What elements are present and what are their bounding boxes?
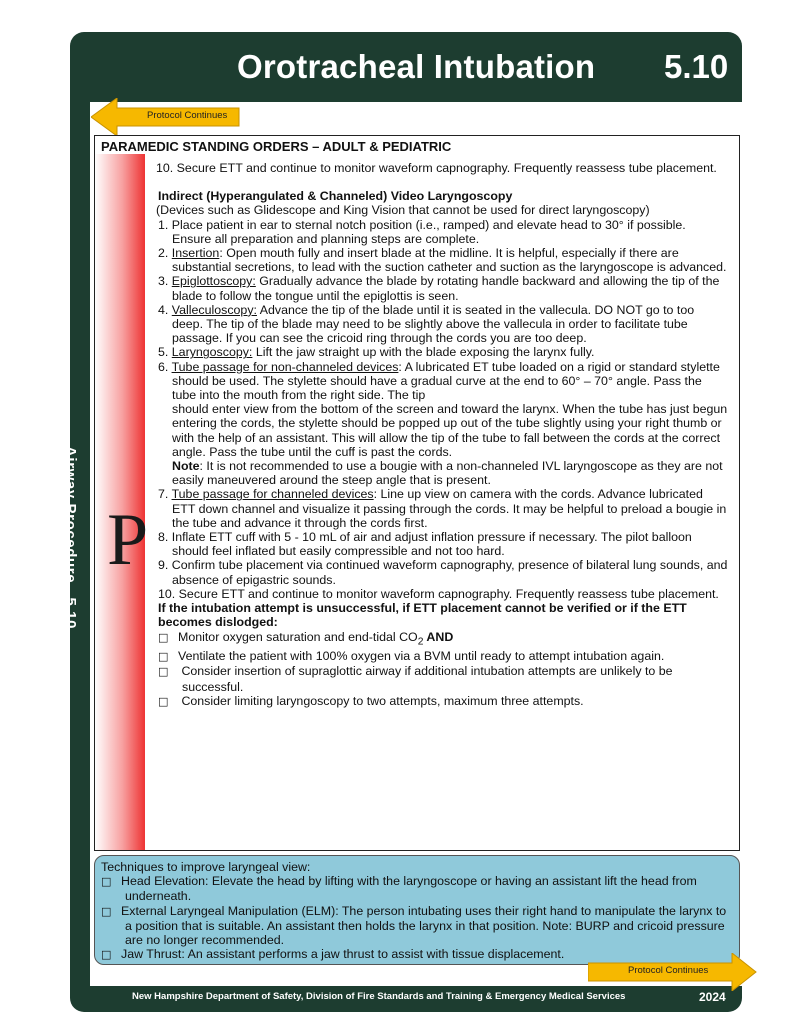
checkbox-icon: □	[101, 875, 112, 889]
checkbox-icon: □	[158, 650, 169, 664]
step-6-continued: should enter view from the bottom of the screen and toward the larynx. When the tube has just begun entering the cords, the stylette should be popped up out of the tube slightly using your right thumb or with the help of an assistant. This will allow the tip of the tube to fall between the cords at the correct angle. Pass the tube until the cuff is past the cords.	[172, 402, 728, 459]
checklist-item-limit-attempts: □ Consider limiting laryngoscopy to two attempts, maximum three attempts.	[158, 693, 584, 708]
unsuccessful-attempt-heading: If the intubation attempt is unsuccessful, if ETT placement cannot be verified or if the ETT becomes dislodged:	[158, 601, 687, 630]
footer-agency: New Hampshire Department of Safety, Division of Fire Standards and Training & Emergency Medical Services	[132, 991, 626, 1002]
checkbox-icon: □	[158, 630, 169, 644]
step-5: 5. Laryngoscopy: Lift the jaw straight up with the blade exposing the larynx fully.	[158, 345, 595, 360]
checkbox-icon: □	[101, 904, 112, 918]
protocol-continues-bottom-label: Protocol Continues	[628, 965, 709, 976]
step-6: 6. Tube passage for non-channeled devices: A lubricated ET tube loaded on a rigid or standard stylette should be used. The stylette should have a gradual curve at the end to 60° – 70° angle. Pass the tube into the mouth from the right side. The tip	[158, 359, 720, 403]
checklist-item-monitor: □ Monitor oxygen saturation and end-tidal $CO_2$ AND	[158, 629, 454, 647]
orders-content	[158, 161, 728, 709]
paramedic-marker: P	[107, 499, 149, 581]
step-2: 2. Insertion: Open mouth fully and insert blade at the midline. It is helpful, especially if there are substantial secretions, to lead with the suction catheter and suction as the laryngoscope is advanced.	[158, 246, 727, 275]
step-10-top: 10. Secure ETT and continue to monitor waveform capnography. Frequently reassess tube placement.	[156, 161, 717, 175]
step-7: 7. Tube passage for channeled devices: Line up view on camera with the cords. Advance lubricated ETT down channel and visualize it passing through the cords. It may be helpful to preload a bougie in the tube and advance it through the cords first.	[158, 487, 727, 530]
checklist-item-ventilate: □ Ventilate the patient with 100% oxygen via a BVM until ready to attempt intubation again.	[158, 649, 665, 664]
step-10: 10. Secure ETT and continue to monitor waveform capnography. Frequently reassess tube placement.	[158, 586, 719, 601]
techniques-box	[94, 855, 740, 965]
techniques-title: Techniques to improve laryngeal view:	[101, 860, 311, 874]
checkbox-icon: □	[158, 665, 169, 679]
footer-year: 2024	[699, 990, 726, 1004]
step-4: 4. Valleculoscopy: Advance the tip of the blade until it is seated in the vallecula. DO NOT go to too deep. The tip of the blade may need to be slightly above the vallecula in order to facilitate tube passage. If you can see the cricoid ring through the cords you are too deep.	[158, 302, 695, 346]
protocol-continues-back-arrow[interactable]	[91, 98, 241, 136]
protocol-continues-top-label: Protocol Continues	[147, 110, 228, 121]
technique-jaw-thrust: □ Jaw Thrust: An assistant performs a jaw thrust to assist with tissue displacement.	[101, 947, 565, 962]
technique-elm: □ External Laryngeal Manipulation (ELM): The person intubating uses their right hand to manipulate the larynx to a position that is suitable. An assistant then holds the larynx in that position. Note: BURP and cricoid pressure are no longer recommended.	[101, 903, 727, 948]
step-3: 3. Epiglottoscopy: Gradually advance the blade by rotating handle backward and allowing the tip of the blade to follow the tongue until the epiglottis is seen.	[158, 274, 720, 303]
video-laryngoscopy-title: Indirect (Hyperangulated & Channeled) Video Laryngoscopy	[158, 189, 513, 204]
page-title: Orotracheal Intubation	[237, 48, 596, 85]
standing-orders-box	[94, 135, 740, 851]
protocol-continues-next-arrow[interactable]	[588, 953, 758, 991]
step-9: 9. Confirm tube placement via continued waveform capnography, presence of bilateral lung sounds, and absence of epigastric sounds.	[158, 558, 728, 587]
step-8: 8. Inflate ETT cuff with 5 - 10 mL of air and adjust inflation pressure if necessary. The pilot balloon should feel inflated but easily compressible and not too hard.	[158, 530, 692, 559]
technique-head-elevation: □ Head Elevation: Elevate the head by lifting with the laryngoscope or having an assistant lift the head from underneath.	[101, 874, 697, 904]
checkbox-icon: □	[158, 694, 169, 708]
standing-orders-heading: PARAMEDIC STANDING ORDERS – ADULT & PEDIATRIC	[101, 139, 452, 154]
step-6-note: Note: It is not recommended to use a bougie with a non-channeled IVL laryngoscope as they are not easily maneuvered around the steep angle that is present.	[172, 459, 723, 488]
video-laryngoscopy-subtitle: (Devices such as Glidescope and King Vision that cannot be used for direct laryngoscopy)	[156, 203, 650, 218]
side-section-label: Airway Procedure 5.10	[62, 446, 79, 630]
checklist-item-supraglottic: □ Consider insertion of supraglottic airway if additional intubation attempts are unlikely to be successful.	[158, 664, 673, 694]
protocol-number: 5.10	[664, 48, 729, 85]
step-1: 1. Place patient in ear to sternal notch position (i.e., ramped) and elevate head to 30° if possible. Ensure all preparation and planning steps are complete.	[158, 217, 686, 246]
checkbox-icon: □	[101, 948, 112, 962]
